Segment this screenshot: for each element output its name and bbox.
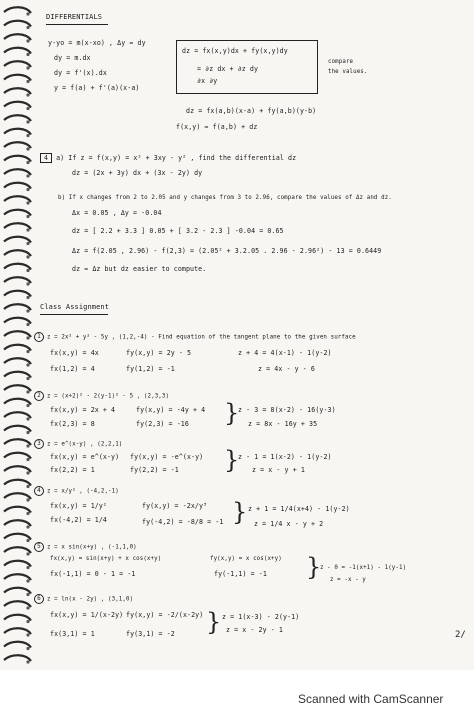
spiral-ring bbox=[4, 547, 31, 553]
spiral-ring bbox=[4, 412, 31, 418]
punch-hole bbox=[26, 633, 29, 636]
spiral-ring bbox=[4, 34, 31, 40]
problem-right: z + 4 = 4(x-1) - 1(y-2) bbox=[238, 349, 332, 357]
punch-hole bbox=[26, 606, 29, 609]
problem-mid: fy(1,2) = -1 bbox=[126, 365, 175, 373]
example-line: Δz = f(2.05 , 2.96) - f(2,3) = (2.05² + 3.2.05 . 2.96 - 2.96²) - 13 = 0.6449 bbox=[72, 247, 382, 255]
spiral-ring bbox=[4, 21, 31, 27]
page-number: 2/ bbox=[455, 630, 466, 640]
example-line: dz = [ 2.2 + 3.3 ] 0.05 + [ 3.2 - 2.3 ] -0.04 = 0.65 bbox=[72, 227, 284, 235]
spiral-ring bbox=[4, 102, 31, 108]
punch-hole bbox=[26, 174, 29, 177]
punch-hole bbox=[26, 471, 29, 474]
brace: } bbox=[224, 399, 240, 427]
problem-left: fx(2,2) = 1 bbox=[50, 466, 95, 474]
punch-hole bbox=[26, 552, 29, 555]
box-line: dz = fx(x,y)dx + fy(x,y)dy bbox=[182, 47, 288, 55]
punch-hole bbox=[26, 80, 29, 83]
spiral-ring bbox=[4, 142, 31, 148]
problem-mid: fy(x,y) = -e^(x-y) bbox=[130, 453, 204, 461]
spiral-ring bbox=[4, 588, 31, 594]
problem-right: z = 4x - y - 6 bbox=[258, 365, 315, 373]
punch-hole bbox=[26, 188, 29, 191]
example-number: 4 bbox=[40, 153, 52, 163]
spiral-ring bbox=[4, 48, 31, 54]
problem-left: fx(1,2) = 4 bbox=[50, 365, 95, 373]
spiral-ring bbox=[4, 466, 31, 472]
spiral-ring bbox=[4, 574, 31, 580]
spiral-ring bbox=[4, 250, 31, 256]
punch-hole bbox=[26, 377, 29, 380]
example-line: b) If x changes from 2 to 2.05 and y changes from 3 to 2.96, compare the values of Δz and dz. bbox=[58, 195, 392, 201]
spiral-ring bbox=[4, 223, 31, 229]
spiral-ring bbox=[4, 345, 31, 351]
example-text: a) If z = f(x,y) = x² + 3xy - y² , find the differential dz bbox=[56, 154, 297, 162]
punch-hole bbox=[26, 593, 29, 596]
spiral-ring bbox=[4, 210, 31, 216]
compare-note: compare bbox=[328, 59, 354, 65]
punch-hole bbox=[26, 336, 29, 339]
spiral-ring bbox=[4, 628, 31, 634]
punch-hole bbox=[26, 53, 29, 56]
punch-hole bbox=[26, 93, 29, 96]
example-line: Δx = 0.05 , Δy = -0.04 bbox=[72, 209, 162, 217]
punch-hole bbox=[26, 498, 29, 501]
punch-hole bbox=[26, 620, 29, 623]
brace: } bbox=[206, 608, 222, 636]
definition-line: y = f(a) + f'(a)(x-a) bbox=[54, 84, 140, 92]
assignment-title: Class Assignment bbox=[40, 303, 110, 311]
punch-hole bbox=[26, 512, 29, 515]
problem-right: z = 8x - 16y + 35 bbox=[248, 420, 318, 428]
punch-hole bbox=[26, 201, 29, 204]
definition-line: dy = m.dx bbox=[54, 54, 91, 62]
problem-mid: fy(2,3) = -16 bbox=[136, 420, 189, 428]
problem-mid: fy(x,y) = x cos(x+y) bbox=[210, 556, 282, 562]
compare-note: the values. bbox=[328, 69, 368, 75]
scanner-watermark: Scanned with CamScanner bbox=[298, 692, 444, 706]
punch-hole bbox=[26, 485, 29, 488]
spiral-ring bbox=[4, 426, 31, 432]
spiral-ring bbox=[4, 264, 31, 270]
spiral-ring bbox=[4, 183, 31, 189]
spiral-ring bbox=[4, 237, 31, 243]
spiral-ring bbox=[4, 480, 31, 486]
page-title: DIFFERENTIALS bbox=[46, 13, 103, 21]
spiral-ring bbox=[4, 318, 31, 324]
spiral-ring bbox=[4, 291, 31, 297]
problem-mid: fy(-1,1) = -1 bbox=[214, 570, 267, 578]
problem-statement: 1 z = 2x² + y² - 5y , (1,2,-4) - Find equation of the tangent plane to the given surface bbox=[34, 332, 356, 342]
problem-statement: 5 z = x sin(x+y) , (-1,1,0) bbox=[34, 542, 137, 552]
spiral-ring bbox=[4, 399, 31, 405]
punch-hole bbox=[26, 404, 29, 407]
punch-hole bbox=[26, 323, 29, 326]
problem-left: fx(x,y) = sin(x+y) + x cos(x+y) bbox=[50, 556, 162, 562]
problem-statement: 3 z = e^(x-y) , (2,2,1) bbox=[34, 439, 122, 449]
problem-left: fx(x,y) = 4x bbox=[50, 349, 99, 357]
problem-mid: fy(-4,2) = -8/8 = -1 bbox=[142, 518, 224, 526]
spiral-ring bbox=[4, 61, 31, 67]
problem-right: z - 3 = 8(x-2) - 16(y-3) bbox=[238, 406, 336, 414]
spiral-ring bbox=[4, 169, 31, 175]
problem-left: fx(-4,2) = 1/4 bbox=[50, 516, 107, 524]
brace: } bbox=[306, 553, 322, 581]
spiral-ring bbox=[4, 115, 31, 121]
punch-hole bbox=[26, 26, 29, 29]
punch-hole bbox=[26, 417, 29, 420]
punch-hole bbox=[26, 134, 29, 137]
problem-right: z = 1(x-3) - 2(y-1) bbox=[222, 613, 300, 621]
scanner-footer bbox=[0, 670, 474, 723]
punch-hole bbox=[26, 350, 29, 353]
spiral-ring bbox=[4, 520, 31, 526]
punch-hole bbox=[26, 66, 29, 69]
spiral-binding bbox=[0, 0, 34, 670]
problem-left: fx(x,y) = e^(x-y) bbox=[50, 453, 120, 461]
problem-right: z = -x - y bbox=[330, 577, 366, 583]
punch-hole bbox=[26, 161, 29, 164]
example-line: dz = (2x + 3y) dx + (3x - 2y) dy bbox=[72, 169, 203, 177]
problem-left: fx(-1,1) = 0 - 1 = -1 bbox=[50, 570, 136, 578]
punch-hole bbox=[26, 147, 29, 150]
assignment-underline bbox=[40, 314, 108, 315]
spiral-ring bbox=[4, 534, 31, 540]
spiral-ring bbox=[4, 601, 31, 607]
spiral-ring bbox=[4, 372, 31, 378]
punch-hole bbox=[26, 525, 29, 528]
problem-left: fx(2,3) = 8 bbox=[50, 420, 95, 428]
brace: } bbox=[224, 446, 240, 474]
punch-hole bbox=[26, 12, 29, 15]
punch-hole bbox=[26, 228, 29, 231]
punch-hole bbox=[26, 255, 29, 258]
punch-hole bbox=[26, 390, 29, 393]
punch-hole bbox=[26, 269, 29, 272]
box-line: ∂x ∂y bbox=[197, 77, 218, 85]
spiral-ring bbox=[4, 493, 31, 499]
punch-hole bbox=[26, 39, 29, 42]
spiral-ring bbox=[4, 88, 31, 94]
problem-mid: fy(x,y) = -4y + 4 bbox=[136, 406, 206, 414]
linear-approx-line: f(x,y) ≈ f(a,b) + dz bbox=[176, 123, 258, 131]
problem-right: z - 1 = 1(x-2) - 1(y-2) bbox=[238, 453, 332, 461]
problem-left: fx(x,y) = 1/(x-2y) bbox=[50, 611, 124, 619]
linear-approx-line: dz = fx(a,b)(x-a) + fy(a,b)(y-b) bbox=[186, 107, 317, 115]
spiral-ring bbox=[4, 196, 31, 202]
punch-hole bbox=[26, 215, 29, 218]
problem-mid: fy(x,y) = 2y - 5 bbox=[126, 349, 192, 357]
spiral-ring bbox=[4, 385, 31, 391]
problem-right: z + 1 = 1/4(x+4) - 1(y-2) bbox=[248, 505, 350, 513]
definition-line: y-yo = m(x-xo) , Δy ≈ dy bbox=[48, 39, 146, 47]
problem-right: z = 1/4 x - y + 2 bbox=[254, 520, 324, 528]
problem-left: fx(x,y) = 2x + 4 bbox=[50, 406, 116, 414]
punch-hole bbox=[26, 566, 29, 569]
problem-statement: 2 z = (x+2)² - 2(y-1)² - 5 , (2,3,3) bbox=[34, 391, 169, 401]
spiral-ring bbox=[4, 453, 31, 459]
punch-hole bbox=[26, 120, 29, 123]
punch-hole bbox=[26, 660, 29, 663]
punch-hole bbox=[26, 579, 29, 582]
punch-hole bbox=[26, 309, 29, 312]
problem-mid: fy(x,y) = -2/(x-2y) bbox=[126, 611, 204, 619]
spiral-ring bbox=[4, 75, 31, 81]
problem-mid: fy(2,2) = -1 bbox=[130, 466, 179, 474]
punch-hole bbox=[26, 242, 29, 245]
problem-mid: fy(3,1) = -2 bbox=[126, 630, 175, 638]
spiral-ring bbox=[4, 129, 31, 135]
spiral-ring bbox=[4, 561, 31, 567]
punch-hole bbox=[26, 647, 29, 650]
spiral-ring bbox=[4, 156, 31, 162]
spiral-ring bbox=[4, 642, 31, 648]
brace: } bbox=[232, 498, 248, 526]
problem-statement: 6 z = ln(x - 2y) , (3,1,0) bbox=[34, 594, 133, 604]
spiral-ring bbox=[4, 7, 31, 13]
title-underline bbox=[46, 24, 108, 25]
punch-hole bbox=[26, 107, 29, 110]
punch-hole bbox=[26, 431, 29, 434]
spiral-ring bbox=[4, 304, 31, 310]
problem-mid: fy(x,y) = -2x/y³ bbox=[142, 502, 208, 510]
problem-right: z = x - y + 1 bbox=[252, 466, 305, 474]
spiral-ring bbox=[4, 277, 31, 283]
punch-hole bbox=[26, 363, 29, 366]
problem-right: z - 0 = -1(x+1) - 1(y-1) bbox=[320, 565, 407, 571]
box-line: = ∂z dx + ∂z dy bbox=[197, 65, 259, 73]
spiral-ring bbox=[4, 358, 31, 364]
example-line bbox=[40, 153, 296, 163]
spiral-ring bbox=[4, 331, 31, 337]
punch-hole bbox=[26, 296, 29, 299]
spiral-ring bbox=[4, 615, 31, 621]
punch-hole bbox=[26, 458, 29, 461]
problem-statement: 4 z = x/y² , (-4,2,-1) bbox=[34, 486, 119, 496]
problem-left: fx(3,1) = 1 bbox=[50, 630, 95, 638]
punch-hole bbox=[26, 539, 29, 542]
problem-left: fx(x,y) = 1/y² bbox=[50, 502, 107, 510]
definition-line: dy = f'(x).dx bbox=[54, 69, 107, 77]
punch-hole bbox=[26, 282, 29, 285]
punch-hole bbox=[26, 444, 29, 447]
spiral-ring bbox=[4, 507, 31, 513]
spiral-ring bbox=[4, 655, 31, 661]
problem-right: z = x - 2y - 1 bbox=[226, 626, 283, 634]
spiral-ring bbox=[4, 439, 31, 445]
example-line: dz ≈ Δz but dz easier to compute. bbox=[72, 265, 207, 273]
